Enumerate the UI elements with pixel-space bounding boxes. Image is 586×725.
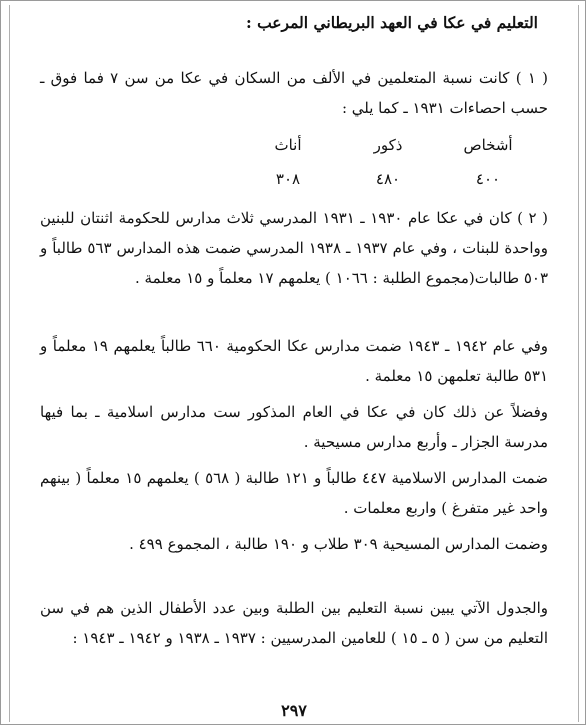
paragraph-5: ضمت المدارس الاسلامية ٤٤٧ طالباً و ١٢١ طالبة ( ٥٦٨ ) يعلمهم ١٥ معلماً ( بينهم واحد غير متفرغ ) واربع معلمات . xyxy=(40,469,549,517)
stats-value: ٤٨٠ xyxy=(375,170,401,188)
stats-header: ذكور xyxy=(373,136,403,154)
stats-col-males xyxy=(348,131,428,193)
literacy-stats xyxy=(248,131,528,187)
stats-col-females xyxy=(248,131,328,193)
stats-value: ٤٠٠ xyxy=(475,170,501,188)
stats-col-persons xyxy=(448,131,528,193)
paragraph-3: وفي عام ١٩٤٢ ـ ١٩٤٣ ضمت مدارس عكا الحكومية ٦٦٠ طالباً يعلمهم ١٩ معلماً و ٥٣١ طالبة تعلمهن ١٥ معلمة . xyxy=(40,337,548,385)
paragraph-4: وفضلاً عن ذلك كان في عكا في العام المذكور ست مدارس اسلامية ـ بما فيها مدرسة الجزار ـ وأربع مدارس مسيحية . xyxy=(40,403,548,451)
paragraph-1: ( ١ ) كانت نسبة المتعلمين في الألف من السكان في عكا من سن ٧ فما فوق ـ حسب احصاءات ١٩٣١ ـ كما يلي : xyxy=(40,69,549,117)
paragraph-6: وضمت المدارس المسيحية ٣٠٩ طلاب و ١٩٠ طالبة ، المجموع ٤٩٩ . xyxy=(129,535,548,553)
paragraph-7: والجدول الآتي يبين نسبة التعليم بين الطلبة وبين عدد الأطفال الذين هم في سن التعليم من سن ( ٥ ـ ١٥ ) للعامين المدرسيين : ١٩٣٧ ـ ١٩٣٨ و ١٩٤٢ ـ ١٩٤٣ : xyxy=(40,599,548,647)
document-page xyxy=(9,5,579,722)
stats-value: ٣٠٨ xyxy=(275,170,301,188)
stats-header: أشخاص xyxy=(463,136,513,154)
page-number: ٢٩٧ xyxy=(281,701,307,720)
page-title: التعليم في عكا في العهد البريطاني المرعب : xyxy=(245,13,538,32)
stats-header: أناث xyxy=(274,136,302,154)
paragraph-2: ( ٢ ) كان في عكا عام ١٩٣٠ ـ ١٩٣١ المدرسي ثلاث مدارس للحكومة اثنتان للبنين وواحدة للبنات ، وفي عام ١٩٣٧ ـ ١٩٣٨ المدرسي ضمت هذه المدارس ٥٦٣ طالباً و ٥٠٣ طالبات(مجموع الطلبة : ١٠٦٦ ) يعلمهم ١٧ معلماً و ١٥ معلمة . xyxy=(40,209,548,287)
